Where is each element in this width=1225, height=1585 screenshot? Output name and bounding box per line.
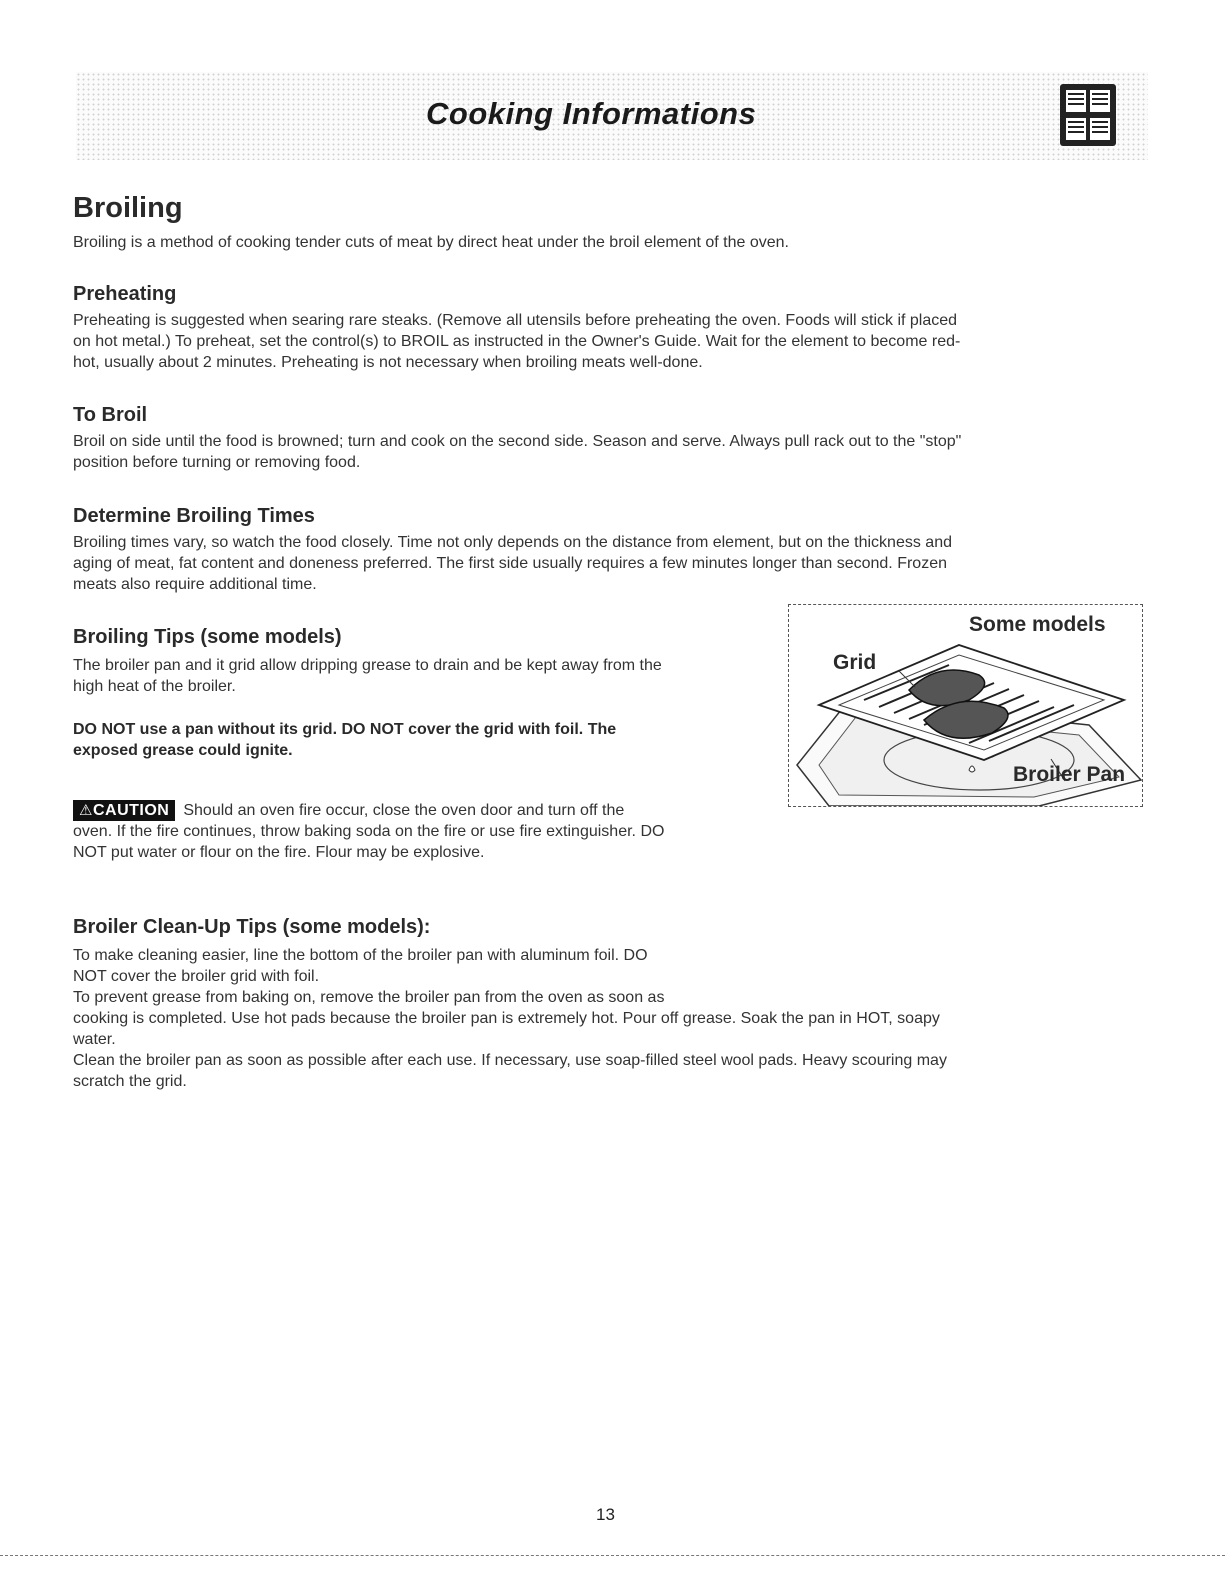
section-heading-broiling-tips: Broiling Tips (some models) [73,626,342,648]
caution-line: oven. If the fire continues, throw baking soda on the fire or use fire extinguisher. DO [73,823,665,840]
determine-line: Broiling times vary, so watch the food closely. Time not only depends on the distance from element, but on the thickness and [73,534,952,551]
bottom-divider [0,1555,1225,1556]
figure-label-grid: Grid [833,651,877,674]
section-heading-broiling: Broiling [73,192,183,224]
caution-label: CAUTION [92,802,170,819]
section-heading-cleanup: Broiler Clean-Up Tips (some models): [73,916,431,938]
section-heading-preheating: Preheating [73,283,177,305]
caution-line: NOT put water or flour on the fire. Flour may be explosive. [73,844,485,861]
tips-line: high heat of the broiler. [73,678,236,695]
warning-triangle-icon: ⚠ [79,802,93,819]
caution-text: Should an oven fire occur, close the oven door and turn off the [183,802,625,819]
grid-warning-line: DO NOT use a pan without its grid. DO NOT cover the grid with foil. The [73,721,617,738]
tips-line: The broiler pan and it grid allow dripping grease to drain and be kept away from the [73,657,662,674]
recipe-cards-icon [1058,82,1118,148]
section-heading-determine-times: Determine Broiling Times [73,505,315,527]
preheating-line: on hot metal.) To preheat, set the control(s) to BROIL as instructed in the Owner's Guide. Wait for the element to become red- [73,333,961,350]
cleanup-line: cooking is completed. Use hot pads because the broiler pan is extremely hot. Pour off grease. Soak the pan in HOT, soapy [73,1010,940,1027]
broiler-pan-figure [788,604,1143,807]
determine-line: meats also require additional time. [73,576,317,593]
cleanup-line: water. [73,1031,116,1048]
preheating-line: hot, usually about 2 minutes. Preheating is not necessary when broiling meats well-done. [73,354,703,371]
to-broil-line: position before turning or removing food. [73,454,361,471]
cleanup-line: scratch the grid. [73,1073,187,1090]
figure-caption-some-models: Some models [969,613,1106,636]
caution-line [73,800,624,821]
broiling-intro: Broiling is a method of cooking tender cuts of meat by direct heat under the broil element of the oven. [73,234,789,251]
page-title: Cooking Informations [426,96,757,131]
cleanup-line: To prevent grease from baking on, remove the broiler pan from the oven as soon as [73,989,665,1006]
cleanup-line: Clean the broiler pan as soon as possible after each use. If necessary, use soap-filled steel wool pads. Heavy scouring may [73,1052,947,1069]
page-number: 13 [596,1505,615,1524]
cleanup-line: NOT cover the broiler grid with foil. [73,968,320,985]
determine-line: aging of meat, fat content and doneness preferred. The first side usually requires a few minutes longer than second. Frozen [73,555,947,572]
caution-badge [73,800,175,821]
preheating-line: Preheating is suggested when searing rare steaks. (Remove all utensils before preheating the oven. Foods will stick if placed [73,312,958,329]
header-banner [76,72,1148,160]
grid-warning-line: exposed grease could ignite. [73,742,293,759]
section-heading-to-broil: To Broil [73,404,148,426]
to-broil-line: Broil on side until the food is browned; turn and cook on the second side. Season and serve. Always pull rack out to the "stop" [73,433,962,450]
figure-label-broiler-pan: Broiler Pan [1013,763,1126,786]
cleanup-line: To make cleaning easier, line the bottom of the broiler pan with aluminum foil. DO [73,947,648,964]
